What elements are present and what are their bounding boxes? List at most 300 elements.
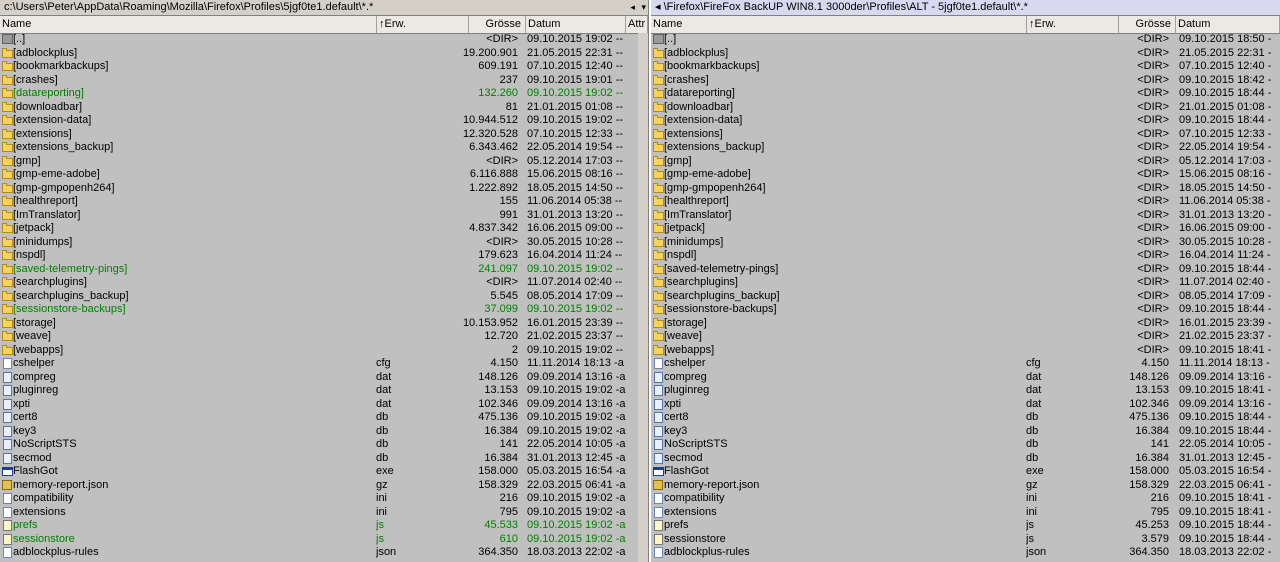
file-name: FlashGot: [664, 465, 709, 477]
file-row[interactable]: [0, 317, 648, 331]
folder-icon: [2, 48, 13, 59]
file-row[interactable]: [0, 384, 648, 398]
file-name: cert8: [664, 411, 689, 423]
file-size: <DIR>: [486, 154, 518, 167]
folder-icon: [2, 331, 13, 342]
file-row[interactable]: [0, 222, 648, 236]
file-date: 31.01.2013 13:20 -: [1179, 208, 1272, 221]
file-name: compatibility: [664, 492, 725, 504]
file-row[interactable]: [651, 398, 1280, 412]
file-name: [extensions_backup]: [13, 141, 114, 153]
file-size: <DIR>: [1137, 222, 1169, 234]
file-row[interactable]: [0, 330, 648, 344]
file-row[interactable]: [0, 47, 648, 61]
file-row[interactable]: [0, 411, 648, 425]
file-name: [searchplugins]: [664, 276, 738, 288]
file-row[interactable]: [651, 155, 1280, 169]
folder-icon: [2, 183, 13, 194]
file-size: 16.384: [484, 451, 518, 464]
js-icon: [2, 520, 13, 531]
file-size: <DIR>: [1137, 154, 1169, 167]
file-row[interactable]: [0, 452, 648, 466]
file-name: [extensions]: [13, 127, 72, 140]
folder-icon: [2, 102, 13, 113]
file-name: [gmp]: [13, 154, 41, 167]
file-name: cert8: [13, 411, 38, 423]
file-date: 21.05.2015 22:31 -: [1179, 46, 1272, 59]
file-ext: js: [1026, 519, 1034, 531]
file-ext: gz: [1026, 478, 1038, 491]
file-row[interactable]: [0, 195, 648, 209]
file-row[interactable]: [651, 60, 1280, 74]
folder-icon: [653, 345, 664, 356]
file-name: [..]: [664, 33, 677, 45]
file-name: [minidumps]: [13, 235, 73, 248]
file-name: [ImTranslator]: [13, 208, 81, 221]
file-row[interactable]: [651, 425, 1280, 439]
left-path-text: c:\Users\Peter\AppData\Roaming\Mozilla\Firefox\Profiles\5jgf0te1.default\*.*: [4, 1, 374, 13]
js-icon: [2, 534, 13, 545]
file-size: <DIR>: [1137, 73, 1169, 86]
file-date: 18.05.2015 14:50 --: [527, 181, 624, 194]
file-row[interactable]: [651, 168, 1280, 182]
file-row[interactable]: [0, 182, 648, 196]
folder-icon: [653, 237, 664, 248]
file-row[interactable]: [651, 141, 1280, 155]
file-name: secmod: [664, 451, 703, 464]
file-row[interactable]: [651, 276, 1280, 290]
db-icon: [653, 453, 664, 464]
folder-icon: [653, 142, 664, 153]
file-row[interactable]: [0, 33, 648, 47]
file-row[interactable]: [651, 357, 1280, 371]
file-size: 16.384: [1135, 424, 1169, 437]
file-icon: [653, 493, 664, 504]
gz-icon: [653, 480, 664, 491]
file-date: 09.10.2015 18:44 -: [1179, 87, 1272, 99]
file-name: [extensions_backup]: [664, 141, 765, 153]
file-row[interactable]: [651, 317, 1280, 331]
file-name: [gmp]: [664, 154, 692, 167]
file-row[interactable]: [0, 371, 648, 385]
file-row[interactable]: [651, 438, 1280, 452]
file-size: <DIR>: [1137, 114, 1169, 126]
file-size: <DIR>: [486, 235, 518, 248]
file-date: 09.10.2015 18:41 -: [1179, 505, 1272, 518]
folder-icon: [653, 115, 664, 126]
file-row[interactable]: [0, 479, 648, 493]
file-ext: js: [376, 532, 384, 545]
file-size: 991: [499, 208, 518, 221]
file-row[interactable]: [651, 303, 1280, 317]
file-date: 30.05.2015 10:28 --: [527, 235, 624, 248]
file-row[interactable]: [0, 236, 648, 250]
db-icon: [653, 385, 664, 396]
file-row[interactable]: [651, 506, 1280, 520]
file-row[interactable]: [0, 263, 648, 277]
file-date: 31.01.2013 13:20 --: [527, 208, 624, 221]
file-row[interactable]: [0, 425, 648, 439]
left-header-name[interactable]: Name: [0, 16, 377, 33]
file-name: [datareporting]: [664, 87, 735, 99]
left-header-date[interactable]: Datum: [526, 16, 626, 33]
file-size: 132.260: [478, 87, 518, 99]
left-header-attr[interactable]: Attr: [626, 16, 648, 33]
file-ext: js: [376, 519, 384, 531]
file-name: [jetpack]: [13, 222, 54, 234]
file-name: [bookmarkbackups]: [664, 60, 760, 72]
file-name: [minidumps]: [664, 235, 724, 248]
db-icon: [653, 426, 664, 437]
file-date: 15.06.2015 08:16 --: [527, 168, 624, 180]
file-name: [datareporting]: [13, 87, 84, 99]
file-size: 12.720: [484, 330, 518, 342]
file-name: [webapps]: [13, 343, 64, 356]
file-date: 09.10.2015 19:02 -a: [527, 424, 626, 437]
file-size: <DIR>: [1137, 46, 1169, 59]
file-row[interactable]: [651, 209, 1280, 223]
file-date: 05.03.2015 16:54 -a: [527, 465, 626, 477]
file-ext: db: [1026, 438, 1039, 450]
file-date: 11.06.2014 05:38 --: [527, 195, 623, 207]
file-row[interactable]: [651, 290, 1280, 304]
file-date: 09.10.2015 18:50 -: [1179, 33, 1272, 45]
file-size: 475.136: [1129, 411, 1169, 423]
file-size: 1.222.892: [469, 181, 518, 194]
file-date: 21.01.2015 01:08 -: [1179, 100, 1272, 113]
file-name: [storage]: [664, 316, 707, 329]
file-row[interactable]: [0, 357, 648, 371]
file-date: 21.01.2015 01:08 --: [527, 100, 624, 113]
file-name: cshelper: [13, 357, 55, 369]
file-size: 6.343.462: [469, 141, 518, 153]
file-size: 5.545: [490, 289, 518, 302]
file-row[interactable]: [0, 168, 648, 182]
file-ext: ini: [376, 492, 388, 504]
file-row[interactable]: [651, 519, 1280, 533]
file-name: adblockplus-rules: [664, 546, 750, 558]
file-row[interactable]: [651, 128, 1280, 142]
file-row[interactable]: [651, 533, 1280, 547]
file-size: 102.346: [478, 397, 518, 410]
file-size: 16.384: [484, 424, 518, 437]
file-row[interactable]: [0, 546, 648, 560]
file-date: 31.01.2013 12:45 -a: [527, 451, 626, 464]
file-size: 241.097: [478, 262, 518, 275]
file-row[interactable]: [651, 371, 1280, 385]
file-size: 13.153: [484, 384, 518, 396]
file-row[interactable]: [0, 290, 648, 304]
db-icon: [2, 399, 13, 410]
left-path-bar[interactable]: [0, 0, 648, 16]
file-name: [searchplugins_backup]: [13, 289, 129, 302]
file-date: 15.06.2015 08:16 -: [1179, 168, 1272, 180]
exe-icon: [653, 466, 664, 477]
file-size: <DIR>: [1137, 87, 1169, 99]
db-icon: [2, 453, 13, 464]
file-name: pluginreg: [13, 384, 59, 396]
file-name: xpti: [664, 397, 682, 410]
file-row[interactable]: [651, 330, 1280, 344]
folder-icon: [2, 318, 13, 329]
file-date: 09.10.2015 19:02 -a: [527, 411, 626, 423]
file-row[interactable]: [0, 87, 648, 101]
file-row[interactable]: [0, 101, 648, 115]
left-path-arrows: [626, 0, 646, 15]
file-date: 09.10.2015 19:02 -a: [527, 384, 626, 396]
file-size: <DIR>: [1137, 343, 1169, 356]
file-name: NoScriptSTS: [13, 438, 77, 450]
file-name: prefs: [13, 519, 38, 531]
file-size: 475.136: [478, 411, 518, 423]
file-row[interactable]: [0, 398, 648, 412]
file-size: 795: [499, 505, 518, 518]
file-size: 148.126: [478, 370, 518, 383]
file-date: 16.06.2015 09:00 --: [527, 222, 624, 234]
file-name: [gmp-eme-adobe]: [664, 168, 751, 180]
folder-icon: [2, 61, 13, 72]
file-name: [searchplugins]: [13, 276, 87, 288]
folder-icon: [2, 291, 13, 302]
right-header-date[interactable]: Datum: [1176, 16, 1280, 33]
file-size: 158.000: [478, 465, 518, 477]
file-name: key3: [13, 424, 37, 437]
file-size: 2: [511, 343, 518, 356]
file-date: 09.09.2014 13:16 -: [1179, 397, 1272, 410]
file-ext: cfg: [376, 357, 391, 369]
file-row[interactable]: [0, 74, 648, 88]
file-row[interactable]: [0, 249, 648, 263]
file-size: <DIR>: [1137, 127, 1169, 140]
right-file-panel[interactable]: [651, 0, 1280, 562]
file-ext: db: [1026, 424, 1039, 437]
file-icon: [2, 507, 13, 518]
file-size: 141: [1150, 438, 1169, 450]
file-size: <DIR>: [1137, 289, 1169, 302]
db-icon: [653, 399, 664, 410]
file-size: <DIR>: [1137, 33, 1169, 45]
file-row[interactable]: [0, 128, 648, 142]
file-size: 12.320.528: [462, 127, 518, 140]
folder-icon: [653, 210, 664, 221]
folder-icon: [653, 156, 664, 167]
history-back-icon[interactable]: ◂: [630, 2, 635, 12]
folder-icon: [2, 169, 13, 180]
right-header-size[interactable]: Grösse: [1119, 16, 1176, 33]
file-name: NoScriptSTS: [664, 438, 728, 450]
db-icon: [653, 412, 664, 423]
file-row[interactable]: [651, 236, 1280, 250]
file-row[interactable]: [651, 465, 1280, 479]
file-name: key3: [664, 424, 688, 437]
file-date: 31.01.2013 12:45 -: [1179, 451, 1272, 464]
file-row[interactable]: [0, 438, 648, 452]
file-row[interactable]: [651, 101, 1280, 115]
js-icon: [653, 534, 664, 545]
file-date: 16.01.2015 23:39 --: [527, 316, 624, 329]
file-ext: ini: [376, 505, 388, 518]
file-date: 11.07.2014 02:40 --: [527, 276, 623, 288]
file-date: 09.10.2015 18:42 -: [1179, 73, 1272, 86]
file-row[interactable]: [0, 155, 648, 169]
db-icon: [2, 412, 13, 423]
folder-icon: [2, 88, 13, 99]
file-date: 22.05.2014 19:54 -: [1179, 141, 1272, 153]
folder-icon: [2, 277, 13, 288]
file-row[interactable]: [651, 479, 1280, 493]
db-icon: [653, 372, 664, 383]
left-column-header: [0, 16, 648, 34]
file-date: 09.10.2015 19:02 -a: [527, 519, 626, 531]
folder-icon: [653, 196, 664, 207]
folder-icon: [2, 223, 13, 234]
file-name: [bookmarkbackups]: [13, 60, 109, 72]
file-row[interactable]: [651, 546, 1280, 560]
file-row[interactable]: [651, 384, 1280, 398]
file-ext: dat: [376, 370, 392, 383]
file-name: compreg: [13, 370, 56, 383]
file-row[interactable]: [0, 519, 648, 533]
file-size: <DIR>: [1137, 330, 1169, 342]
file-row[interactable]: [0, 492, 648, 506]
file-row[interactable]: [651, 47, 1280, 61]
history-dropdown-icon[interactable]: ▾: [641, 2, 646, 12]
file-size: <DIR>: [1137, 181, 1169, 194]
folder-icon: [653, 61, 664, 72]
file-name: memory-report.json: [13, 478, 109, 491]
file-name: [extension-data]: [664, 114, 743, 126]
exe-icon: [2, 466, 13, 477]
right-header-ext[interactable]: ↑Erw.: [1027, 16, 1119, 33]
right-header-name[interactable]: Name: [651, 16, 1027, 33]
folder-icon: [653, 183, 664, 194]
file-size: <DIR>: [486, 33, 518, 45]
file-row[interactable]: [0, 303, 648, 317]
file-date: 09.10.2015 18:44 -: [1179, 262, 1272, 275]
file-size: 179.623: [478, 249, 518, 261]
file-row[interactable]: [651, 74, 1280, 88]
left-header-size[interactable]: Grösse: [469, 16, 526, 33]
file-row[interactable]: [651, 222, 1280, 236]
file-ext: dat: [376, 384, 392, 396]
file-date: 05.12.2014 17:03 -: [1179, 154, 1272, 167]
folder-icon: [653, 304, 664, 315]
file-size: 81: [505, 100, 518, 113]
file-date: 09.10.2015 19:02 --: [527, 33, 624, 45]
file-row[interactable]: [651, 249, 1280, 263]
file-row[interactable]: [0, 209, 648, 223]
file-row[interactable]: [651, 33, 1280, 47]
file-size: 4.150: [1141, 357, 1169, 369]
right-path-bar[interactable]: [651, 0, 1280, 16]
file-size: <DIR>: [1137, 195, 1169, 207]
file-row[interactable]: [651, 344, 1280, 358]
file-row[interactable]: [0, 141, 648, 155]
file-date: 18.05.2015 14:50 -: [1179, 181, 1272, 194]
folder-icon: [653, 88, 664, 99]
folder-icon: [653, 318, 664, 329]
folder-icon: [2, 304, 13, 315]
file-date: 18.03.2013 22:02 -a: [527, 546, 626, 558]
file-size: 19.200.901: [462, 46, 518, 59]
file-date: 05.03.2015 16:54 -: [1179, 465, 1272, 477]
file-name: [webapps]: [664, 343, 715, 356]
file-name: extensions: [13, 505, 66, 518]
db-icon: [2, 385, 13, 396]
file-size: 158.329: [478, 478, 518, 491]
file-date: 09.10.2015 19:02 -a: [527, 532, 626, 545]
file-date: 09.10.2015 19:02 -a: [527, 492, 626, 504]
file-icon: [2, 493, 13, 504]
file-size: 4.837.342: [469, 222, 518, 234]
file-ext: cfg: [1026, 357, 1041, 369]
file-size: 10.153.952: [462, 316, 518, 329]
file-ext: dat: [376, 397, 392, 410]
file-row[interactable]: [0, 465, 648, 479]
file-ext: js: [1026, 532, 1034, 545]
gz-icon: [2, 480, 13, 491]
file-name: sessionstore: [664, 532, 726, 545]
file-date: 11.11.2014 18:13 -: [1179, 357, 1270, 369]
file-row[interactable]: [0, 276, 648, 290]
db-icon: [653, 439, 664, 450]
file-row[interactable]: [651, 452, 1280, 466]
folder-icon: [2, 196, 13, 207]
file-row[interactable]: [0, 60, 648, 74]
file-row[interactable]: [651, 492, 1280, 506]
file-size: <DIR>: [1137, 168, 1169, 180]
folder-icon: [2, 250, 13, 261]
file-name: memory-report.json: [664, 478, 760, 491]
file-date: 16.06.2015 09:00 -: [1179, 222, 1272, 234]
left-header-ext[interactable]: ↑Erw.: [377, 16, 469, 33]
file-date: 22.03.2015 06:41 -: [1179, 478, 1272, 491]
file-row[interactable]: [651, 195, 1280, 209]
file-row[interactable]: [651, 114, 1280, 128]
file-row[interactable]: [651, 182, 1280, 196]
file-date: 09.10.2015 18:44 -: [1179, 532, 1272, 545]
file-name: [saved-telemetry-pings]: [664, 262, 779, 275]
file-row[interactable]: [0, 533, 648, 547]
file-row[interactable]: [651, 411, 1280, 425]
file-date: 09.10.2015 18:44 -: [1179, 424, 1272, 437]
file-size: 237: [499, 73, 518, 86]
folder-icon: [653, 223, 664, 234]
file-ext: dat: [1026, 370, 1042, 383]
file-size: 102.346: [1129, 397, 1169, 410]
file-name: [crashes]: [13, 73, 58, 86]
file-name: [weave]: [664, 330, 702, 342]
file-name: [gmp-gmpopenh264]: [13, 181, 115, 194]
right-column-header: [651, 16, 1280, 34]
left-scrollbar[interactable]: [638, 33, 648, 562]
file-size: <DIR>: [1137, 316, 1169, 329]
folder-icon: [2, 264, 13, 275]
file-row[interactable]: [0, 114, 648, 128]
file-row[interactable]: [651, 87, 1280, 101]
file-size: <DIR>: [1137, 303, 1169, 315]
file-size: 141: [499, 438, 518, 450]
file-row[interactable]: [0, 344, 648, 358]
file-ext: dat: [1026, 397, 1042, 410]
file-row[interactable]: [651, 263, 1280, 277]
file-size: 364.350: [478, 546, 518, 558]
file-row[interactable]: [0, 506, 648, 520]
file-size: 37.099: [484, 303, 518, 315]
js-icon: [653, 520, 664, 531]
file-size: <DIR>: [1137, 249, 1169, 261]
file-date: 11.07.2014 02:40 -: [1179, 276, 1271, 288]
